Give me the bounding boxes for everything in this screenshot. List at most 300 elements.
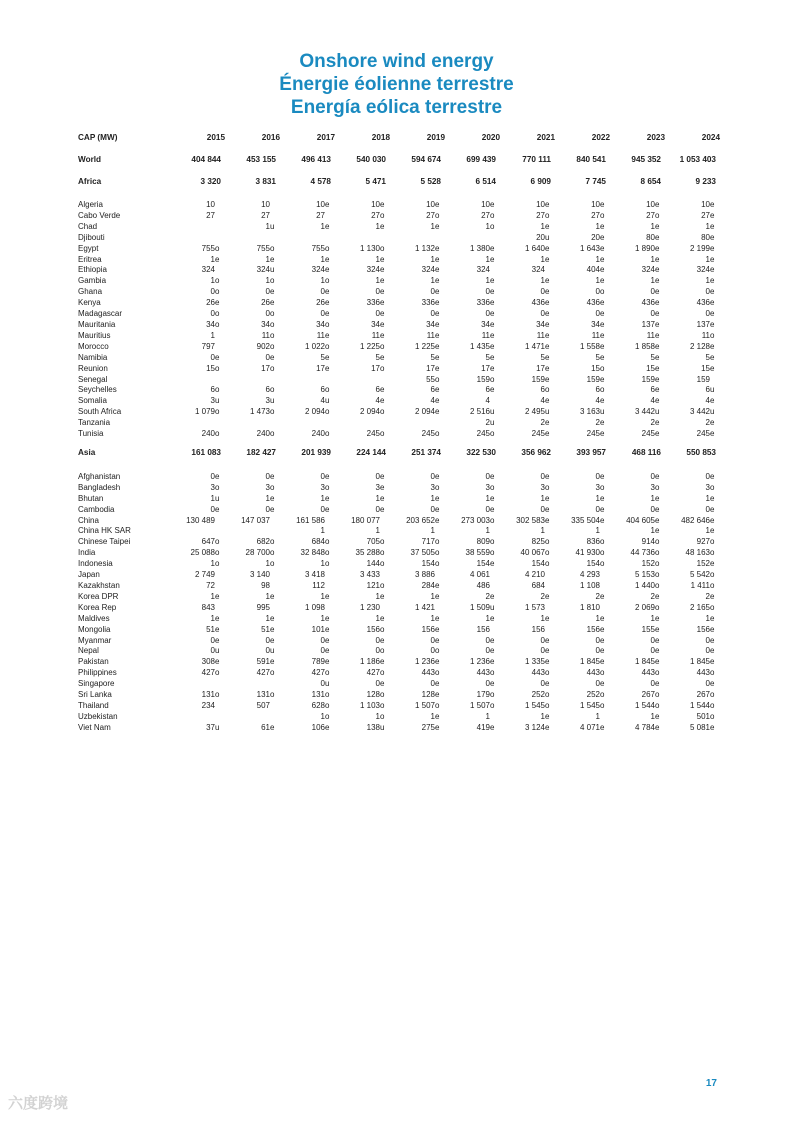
cell-value: 17 [261,363,270,373]
table-row [78,276,720,287]
cell-flag: o [435,482,440,492]
asia-total-value: 251 374 [411,448,441,458]
asia-total-value: 201 939 [301,448,331,458]
cell-value: 17 [536,363,545,373]
country-name: India [78,548,96,558]
cell-flag: e [600,341,605,351]
cell-flag: e [655,429,660,439]
cell-flag [490,233,500,244]
cell-flag: o [380,548,385,558]
cell-value: 1 509 [469,602,490,612]
cell-flag: e [215,635,220,645]
cell-flag [545,625,555,636]
cell-value: 1 [375,254,380,264]
cell-flag: e [215,352,220,362]
cell-value: 443 [421,668,435,678]
cell-flag: e [490,363,495,373]
cell-flag: e [710,504,715,514]
cell-flag: o [325,385,330,395]
cell-value: 3 418 [304,570,325,580]
africa-total-name: Africa [78,176,102,186]
cell-flag [215,265,225,276]
table-row [78,222,720,233]
cell-value: 482 646 [681,515,710,525]
country-name: Mauritius [78,330,111,340]
asia-total-value: 468 116 [631,448,661,458]
cell-value: 1 [595,493,600,503]
cell-value [280,418,325,429]
cell-value [225,375,270,386]
table-row [78,342,720,353]
cell-value: 1 573 [524,602,545,612]
cell-value: 48 163 [685,548,710,558]
cell-value: 5 [320,352,325,362]
cell-flag: u [600,407,605,417]
cell-value: 0 [430,287,435,297]
cell-value: 159 [531,374,545,384]
cell-value: 0 [430,504,435,514]
cell-flag: e [435,363,440,373]
cell-flag: e [380,591,385,601]
cell-flag: o [270,548,275,558]
cell-value: 0 [265,646,270,656]
cell-value: 131 [311,690,325,700]
cell-flag: o [490,221,495,231]
cell-flag: o [380,690,385,700]
capacity-table [78,130,720,734]
cell-flag [215,200,225,211]
cell-value: 436 [586,298,600,308]
cell-value: 1 [265,254,270,264]
cell-value: 5 [540,352,545,362]
cell-flag: e [600,232,605,242]
cell-value: 684 [531,581,545,590]
cell-flag: e [600,646,605,656]
cell-flag: e [710,526,715,536]
cell-flag: e [380,385,385,395]
cell-value: 443 [641,668,655,678]
country-name: Madagascar [78,309,123,319]
cell-flag: o [655,548,660,558]
world-total-value: 404 844 [191,154,221,164]
cell-value: 35 288 [355,548,380,558]
cell-flag: e [325,200,330,209]
cell-flag: o [380,559,385,569]
cell-value: 0 [650,646,655,656]
cell-flag: e [545,396,550,406]
cell-flag: e [215,624,220,634]
cell-value: 2 [650,591,655,601]
cell-value: 1 435 [469,341,490,351]
cell-value: 80 [646,232,655,242]
cell-flag: e [655,319,660,329]
cell-flag: e [215,504,220,514]
cell-value: 3 [265,482,270,492]
country-name: Japan [78,570,100,580]
cell-flag: o [325,429,330,439]
cell-value [225,526,270,537]
cell-value: 1 [705,493,710,503]
cell-value: 0 [595,287,600,297]
cell-flag [215,603,225,614]
cell-flag: e [655,635,660,645]
cell-value: 1 236 [414,657,435,667]
cell-flag: e [380,265,385,275]
cell-flag: e [545,363,550,373]
cell-value [335,418,380,429]
cell-value: 3 [320,482,325,492]
cell-value: 1 [210,493,215,503]
cell-value: 1 [375,493,380,503]
cell-value: 3 886 [414,570,435,580]
cell-flag: o [325,700,330,710]
cell-value: 0 [375,309,380,319]
cell-value: 159 [586,374,600,384]
cell-flag: o [270,341,275,351]
cell-flag: o [710,548,715,558]
cell-flag: e [600,265,605,275]
cell-value: 3 124 [524,722,545,732]
cell-value: 27 [481,210,490,220]
cell-flag: e [655,309,660,319]
cell-flag: o [380,243,385,253]
cell-value: 2 165 [689,602,710,612]
cell-flag: e [655,330,660,340]
cell-value: 3 163 [579,407,600,417]
cell-value: 17 [316,363,325,373]
cell-value: 267 [641,690,655,700]
cell-value: 6 [705,385,710,395]
country-name: Nepal [78,646,99,656]
cell-flag: e [655,493,660,503]
cell-value: 1 335 [524,657,545,667]
cell-flag: e [490,341,495,351]
cell-flag: e [655,200,660,209]
cell-flag: o [600,668,605,678]
cell-flag: o [600,537,605,547]
cell-flag: e [490,504,495,514]
cell-flag: e [380,276,385,286]
cell-value: 0 [320,646,325,656]
cell-value: 275 [421,722,435,732]
world-total-value: 1 053 403 [679,154,716,164]
cell-flag: e [270,624,275,634]
cell-flag [600,581,610,592]
country-name: Bangladesh [78,482,121,492]
cell-value: 101 [311,624,325,634]
cell-value: 15 [646,363,655,373]
cell-value: 0 [375,504,380,514]
cell-flag: e [325,471,330,481]
cell-value: 51 [261,624,270,634]
cell-value [445,233,490,244]
cell-value: 1 [540,711,545,721]
cell-flag [325,211,335,222]
cell-flag: e [325,591,330,601]
cell-flag: o [435,429,440,439]
cell-value: 10 [701,200,710,209]
cell-flag: e [600,591,605,601]
cell-value: 1 507 [469,700,490,710]
cell-value: 252 [586,690,600,700]
cell-flag [215,211,225,222]
cell-value: 159 [476,374,490,384]
cell-flag: e [600,613,605,623]
cell-value [280,375,325,386]
cell-value: 1 [320,254,325,264]
cell-value: 1 [595,254,600,264]
cell-flag: e [490,613,495,623]
cell-value: 0 [210,504,215,514]
cell-flag: o [270,330,275,340]
cell-value: 6 [595,385,600,395]
cell-flag: e [435,265,440,275]
cell-value: 0 [265,287,270,297]
cell-value: 273 003 [461,515,490,525]
cell-flag: e [435,493,440,503]
asia-total-value: 393 957 [576,448,606,458]
cell-flag: e [545,287,550,297]
country-name: South Africa [78,407,122,417]
cell-flag: u [215,722,220,732]
cell-value: 0 [540,471,545,481]
cell-value: 155 [641,624,655,634]
cell-value: 26 [261,298,270,308]
country-name: Namibia [78,352,108,362]
year-header: 2020 [481,133,500,143]
cell-flag: o [325,537,330,547]
cell-value: 27 [426,210,435,220]
cell-value: 1 [705,276,710,286]
cell-flag: e [435,624,440,634]
cell-value: 11 [591,330,600,340]
cell-value: 38 559 [465,548,490,558]
cell-flag: o [490,690,495,700]
cell-value: 1 [210,276,215,286]
cell-flag: o [655,570,660,580]
cell-value: 1 [320,613,325,623]
cell-flag: e [710,396,715,406]
cell-flag: u [655,407,660,417]
cell-flag: e [435,309,440,319]
country-name: Uzbekistan [78,711,118,721]
cell-value: 1 [210,613,215,623]
cell-value: 2 094 [359,407,380,417]
cell-value: 0 [430,679,435,689]
cell-flag: e [710,646,715,656]
cell-value: 0 [485,504,490,514]
cell-flag: o [380,537,385,547]
title-block [0,50,793,119]
cell-flag: e [545,657,550,667]
table-row [78,679,720,690]
cell-flag: e [545,243,550,253]
cell-flag: e [600,298,605,308]
cell-value: 61 [261,722,270,732]
cell-value: 138 [366,722,380,732]
cell-value: 324 [366,265,380,275]
cell-value: 10 [316,200,325,209]
cell-value: 843 [201,602,215,612]
cell-flag: o [215,559,220,569]
cell-flag: e [655,254,660,264]
cell-flag: e [490,679,495,689]
cell-flag: e [435,581,440,590]
cell-flag [490,396,500,407]
country-name: Tanzania [78,418,111,428]
cell-flag: o [490,537,495,547]
cell-flag: e [710,221,715,231]
cell-flag: o [655,700,660,710]
cell-value: 1 [430,254,435,264]
cell-value: 4 [650,396,655,406]
cell-flag: e [435,287,440,297]
cell-flag: o [325,243,330,253]
cell-value: 44 736 [630,548,655,558]
cell-flag: u [325,396,330,406]
cell-flag: o [325,711,330,721]
cell-value: 1 544 [634,700,655,710]
cell-value: 2 069 [634,602,655,612]
cell-value: 154 [476,559,490,569]
cell-flag: o [270,668,275,678]
cell-flag: o [710,690,715,700]
cell-value: 3 [265,396,270,406]
cell-flag: e [215,298,220,308]
cell-value: 0 [650,287,655,297]
cell-value: 4 210 [524,570,545,580]
cell-flag: e [325,646,330,656]
cell-value: 1 [265,493,270,503]
cell-value: 302 583 [516,515,545,525]
cell-value: 137 [696,319,710,329]
country-name: Morocco [78,341,109,351]
cell-value: 436 [531,298,545,308]
year-header: 2023 [646,133,665,143]
cell-value: 1 132 [414,243,435,253]
cell-flag: o [545,548,550,558]
cell-value [225,712,270,723]
table-row [78,636,720,647]
cell-value: 3 [705,482,710,492]
cell-flag: o [600,700,605,710]
cell-value: 0 [210,309,215,319]
table-row [78,723,720,734]
cell-value: 404 [586,265,600,275]
table-row [78,592,720,603]
cell-flag: e [710,429,715,439]
cell-flag: o [270,363,275,373]
cell-flag: o [380,668,385,678]
cell-flag: o [325,559,330,569]
cell-flag: e [325,624,330,634]
cell-flag: e [325,613,330,623]
cell-value [335,375,380,386]
cell-flag: e [545,418,550,428]
cell-flag: e [600,679,605,689]
cell-flag [325,516,335,527]
asia-total-row [78,446,720,462]
cell-flag: o [380,700,385,710]
cell-value: 1 [430,276,435,286]
cell-flag [435,418,445,429]
cell-value: 27 [646,210,655,220]
cell-flag: u [215,396,220,406]
cell-value: 324 [641,265,655,275]
cell-flag: o [600,559,605,569]
cell-flag: e [545,635,550,645]
cell-flag: o [215,690,220,700]
cell-value: 5 [485,352,490,362]
cell-flag: e [270,493,275,503]
cell-value: 0 [320,679,325,689]
cell-value: 3 140 [249,570,270,580]
cell-flag: e [710,591,715,601]
africa-total-row [78,174,720,190]
cell-value: 1 [540,276,545,286]
cell-value: 2 495 [524,407,545,417]
cell-flag [215,375,225,386]
table-row [78,364,720,375]
cell-flag: o [215,548,220,558]
table-row [78,211,720,222]
cell-value: 0 [540,679,545,689]
cell-value: 6 [320,385,325,395]
cell-flag: e [710,613,715,623]
cell-value: 40 067 [520,548,545,558]
cell-flag: e [710,559,715,569]
country-name: Sri Lanka [78,690,112,700]
cell-value: 34 [536,319,545,329]
cell-value [170,526,215,537]
cell-value: 1 [265,613,270,623]
cell-value: 1 [705,221,710,231]
cell-value: 159 [641,374,655,384]
country-name: China HK SAR [78,526,131,536]
cell-flag: o [655,537,660,547]
cell-flag: e [270,657,275,667]
cell-value: 1 [595,711,600,721]
cell-flag: e [600,319,605,329]
africa-total-value: 9 233 [695,176,716,186]
cell-flag: e [270,287,275,297]
cell-value: 1 [485,711,490,721]
cell-flag: o [545,559,550,569]
cell-value: 1 [320,591,325,601]
cell-value: 1 [430,613,435,623]
table-row [78,516,720,527]
cell-flag: e [710,210,715,220]
cell-flag: o [270,276,275,286]
cell-value: 3 433 [359,570,380,580]
cell-value: 443 [586,668,600,678]
cell-flag: o [215,429,220,439]
title-en: Onshore wind energy [299,51,494,72]
cell-value: 27 [536,210,545,220]
cell-flag: e [655,221,660,231]
cell-flag: o [710,602,715,612]
country-name: Djibouti [78,232,105,242]
cell-value: 0 [210,646,215,656]
country-name: Mauritania [78,319,116,329]
cell-value: 0 [210,287,215,297]
cell-value: 0 [210,352,215,362]
cell-flag: o [545,482,550,492]
cell-value [225,418,270,429]
cell-flag: e [490,243,495,253]
cell-value: 825 [531,537,545,547]
cell-flag: e [600,374,605,384]
